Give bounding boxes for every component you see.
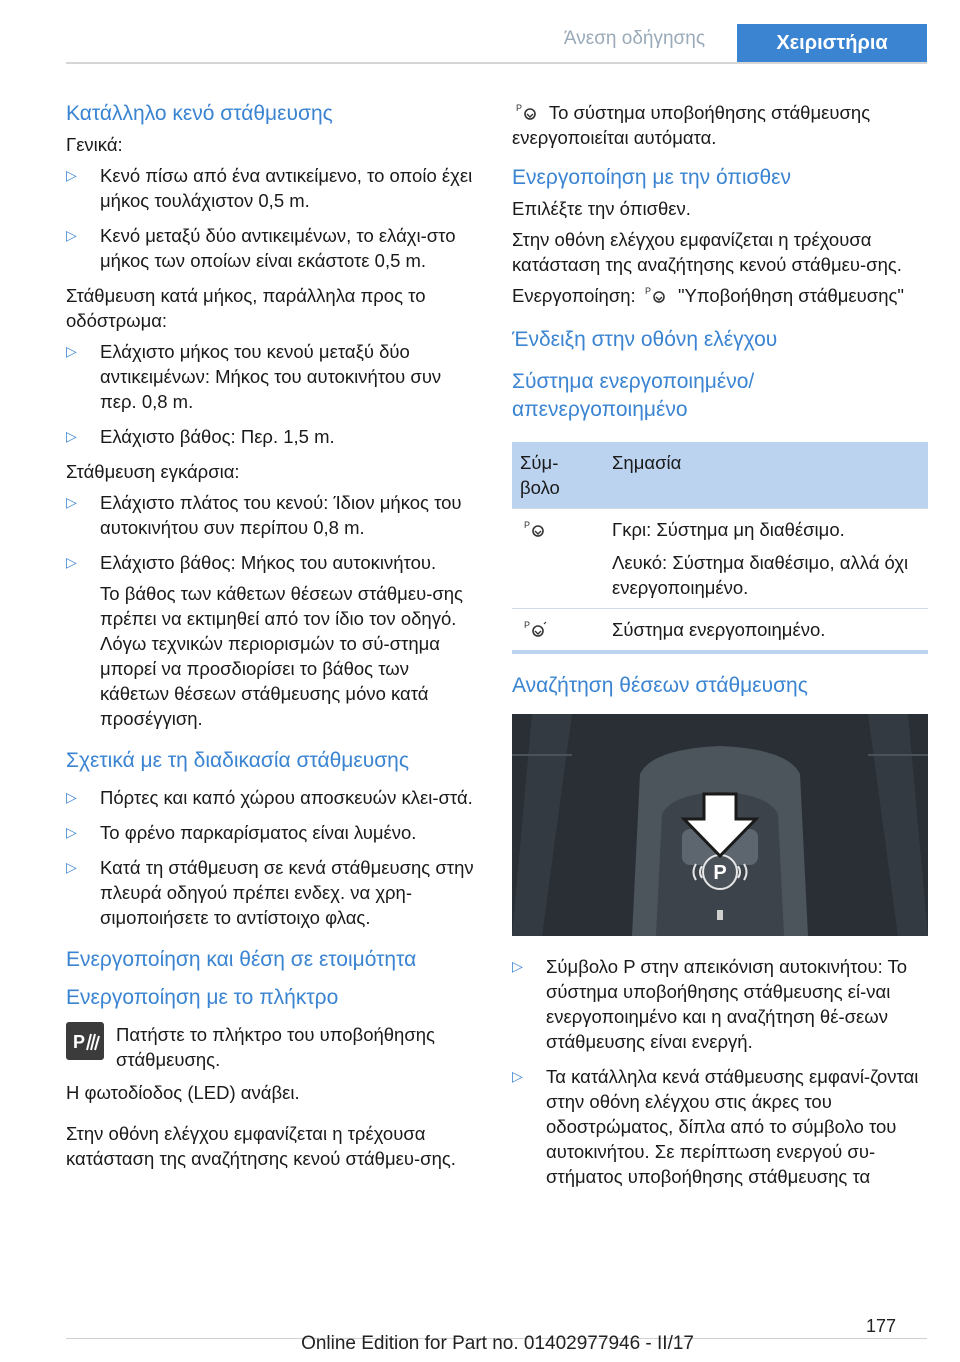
heading-activation-button: Ενεργοποίηση με το πλήκτρο [66,986,339,1009]
list-item: ▷ Τα κατάλληλα κενά στάθμευσης εμφανί-ζονται στην οθόνη ελέγχου στις άκρες του οδοστρώματος, δίπλα από το σύμβολο του αυτοκινήτου. Σε περίπτωση ενεργού συ-στήματος υποβοήθησης στάθμευσης τα [512,1064,928,1189]
general-list [66,163,478,273]
list-item: ▷ Σύμβολο P στην απεικόνιση αυτοκινήτου: Το σύστημα υποβοήθησης στάθμευσης εί-ναι ενεργοποιημένο και η αναζήτηση θέ-σεων στάθμευσης είναι ενεργή. [512,954,928,1054]
heading-indication: Ένδειξη στην οθόνη ελέγχου [512,328,778,351]
heading-search: Αναζήτηση θέσεων στάθμευσης [512,674,808,697]
heading-procedure: Σχετικά με τη διαδικασία στάθμευσης [66,749,409,772]
park-assist-active-icon [524,619,548,639]
symbol-table [512,442,928,654]
list-item: ▷ Κενό πίσω από ένα αντικείμενο, το οποίο έχει μήκος τουλάχιστον 0,5 m. [66,163,478,213]
table-cell-meaning: Σύστημα ενεργοποιημένο. [604,609,928,653]
svg-text:P: P [524,620,531,630]
activation-line [512,283,928,308]
button-instruction-text: Πατήστε το πλήκτρο του υποβοήθησης στάθμευσης. [116,1024,435,1070]
list-item-subtext: Το βάθος των κάθετων θέσεων στάθμευ-σης πρέπει να εκτιμηθεί από τον ίδιο τον οδηγό. Λόγω τεχνικών περιορισμών το σύ-στημα μπορεί να προσδιορίσει το βάθος των κάθετων θέσεων στάθμευσης μόνο κατά προσέγγιση. [100,583,463,729]
svg-text:P: P [73,1032,86,1052]
list-item: ▷ Κενό μεταξύ δύο αντικειμένων, το ελάχι-στο μήκος των οποίων είναι εκάστοτε 0,5 m. [66,223,478,273]
page-number: 177 [865,1316,896,1336]
image-parking-symbol: P [713,862,727,884]
led-text: Η φωτοδίοδος (LED) ανάβει. [66,1082,300,1103]
list-item-text: Ελάχιστο βάθος: Μήκος του αυτοκινήτου. [100,552,437,573]
list-item: ▷ Ελάχιστο βάθος: Περ. 1,5 m. [66,424,478,449]
auto-activation-label: Το σύστημα υποβοήθησης στάθμευσης ενεργοποιείται αυτόματα. [512,102,871,148]
table-header-meaning: Σημασία [604,442,928,509]
meaning-grey: Γκρι: Σύστημα μη διαθέσιμο. [612,519,845,540]
list-item: ▷ Ελάχιστο μήκος του κενού μεταξύ δύο αντικειμένων: Μήκος του αυτοκινήτου συν περ. 0,8 m. [66,339,478,414]
table-cell-symbol [512,609,604,653]
svg-text:P: P [516,103,523,113]
park-assist-icon [516,102,540,122]
park-assist-icon [645,285,669,305]
page-header [66,24,927,64]
table-header-row [512,442,928,509]
table-cell-meaning [604,509,928,609]
svg-text:P: P [644,286,651,296]
heading-suitable-space: Κατάλληλο κενό στάθμευσης [66,102,333,125]
perpendicular-label: Στάθμευση εγκάρσια: [66,461,240,482]
list-item: ▷ Πόρτες και καπό χώρου αποσκευών κλει-στά. [66,785,478,810]
heading-activation: Ενεργοποίηση και θέση σε ετοιμότητα [66,948,417,971]
perpendicular-list [66,490,478,731]
left-column [66,100,478,1177]
header-chapter-tab[interactable]: Χειριστήρια [737,24,927,62]
park-assist-icon [524,519,548,539]
footer-edition: Online Edition for Part no. 01402977946 - II/17 [301,1333,694,1354]
heading-reverse: Ενεργοποίηση με την όπισθεν [512,166,792,189]
list-item: ▷ Κατά τη στάθμευση σε κενά στάθμευσης στην πλευρά οδηγού πρέπει ενδεχ. να χρη-σιμοποιήσετε το αντίστοιχο φλας. [66,855,478,930]
list-item [66,550,478,731]
search-list [512,954,928,1189]
meaning-white: Λευκό: Σύστημα διαθέσιμο, αλλά όχι ενεργοποιημένο. [612,552,909,598]
general-label: Γενικά: [66,134,123,155]
reverse-display-text: Στην οθόνη ελέγχου εμφανίζεται η τρέχουσα κατάσταση της αναζήτησης κενού στάθμευ-σης. [512,229,902,275]
select-reverse-text: Επιλέξτε την όπισθεν. [512,198,691,219]
park-assist-button-icon [66,1022,104,1060]
list-item: ▷ Το φρένο παρκαρίσματος είναι λυμένο. [66,820,478,845]
activation-label: Ενεργοποίηση: [512,285,636,306]
display-text: Στην οθόνη ελέγχου εμφανίζεται η τρέχουσα κατάσταση της αναζήτησης κενού στάθμευ-σης. [66,1123,456,1169]
header-section: Άνεση οδήγησης [563,28,705,49]
svg-text:P: P [524,520,531,530]
button-instruction [66,1022,478,1072]
parking-search-illustration [512,714,928,936]
table-row [512,509,928,609]
right-column [512,100,928,1199]
list-item: ▷ Ελάχιστο πλάτος του κενού: Ίδιον μήκος του αυτοκινήτου συν περίπου 0,8 m. [66,490,478,540]
activation-value: "Υποβοήθηση στάθμευσης" [677,285,904,306]
auto-activation-text [512,100,928,150]
table-row [512,609,928,653]
procedure-list [66,785,478,930]
parallel-label: Στάθμευση κατά μήκος, παράλληλα προς το οδόστρωμα: [66,285,426,331]
heading-status: Σύστημα ενεργοποιημένο/ απενεργοποιημένο [512,370,755,421]
table-cell-symbol [512,509,604,609]
table-header-symbol: Σύμ-βολο [512,442,604,509]
parallel-list [66,339,478,449]
